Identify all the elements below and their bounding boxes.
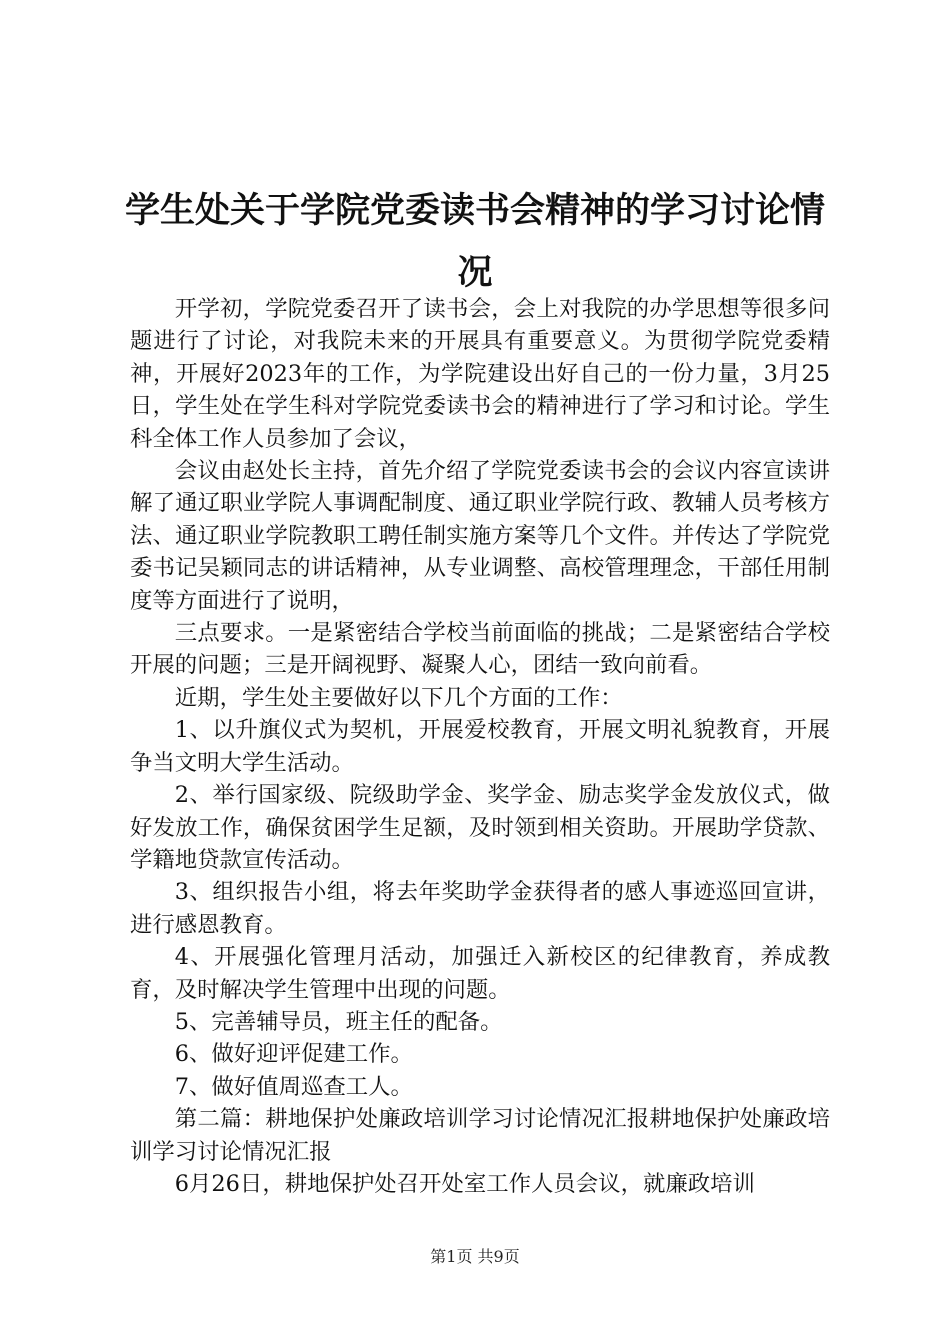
list-item: 4、开展强化管理月活动，加强迁入新校区的纪律教育，养成教育，及时解决学生管理中出现的问题。: [130, 944, 830, 1003]
list-item: 2、举行国家级、院级助学金、奖学金、励志奖学金发放仪式，做好发放工作，确保贫困学生足额，及时领到相关资助。开展助学贷款、学籍地贷款宣传活动。: [130, 782, 830, 873]
list-item: 3、组织报告小组，将去年奖助学金获得者的感人事迹巡回宣讲，进行感恩教育。: [130, 879, 830, 938]
paragraph: 6月26日，耕地保护处召开处室工作人员会议，就廉政培训: [174, 1170, 755, 1197]
paragraph: 会议由赵处长主持，首先介绍了学院党委读书会的会议内容宣读讲解了通辽职业学院人事调配制度、通辽职业学院行政、教辅人员考核方法、通辽职业学院教职工聘任制实施方案等几个文件。并传达了学院党委书记吴颖同志的讲话精神，从专业调整、高校管理理念，干部任用制度等方面进行了说明，: [130, 458, 830, 614]
section-heading: 第二篇：耕地保护处廉政培训学习讨论情况汇报耕地保护处廉政培训学习讨论情况汇报: [130, 1106, 830, 1165]
document-body: [130, 293, 830, 1200]
list-item: 6、做好迎评促建工作。: [174, 1041, 413, 1068]
list-item: 1、以升旗仪式为契机，开展爱校教育，开展文明礼貌教育，开展争当文明大学生活动。: [130, 717, 830, 776]
list-item: 7、做好值周巡查工人。: [174, 1073, 413, 1100]
paragraph: 近期，学生处主要做好以下几个方面的工作：: [174, 684, 623, 711]
list-item: 5、完善辅导员，班主任的配备。: [174, 1008, 503, 1035]
page-footer: 第1页 共9页: [430, 1247, 520, 1266]
paragraph: 开学初，学院党委召开了读书会，会上对我院的办学思想等很多问题进行了讨论，对我院未来的开展具有重要意义。为贯彻学院党委精神，开展好2023年的工作，为学院建设出好自己的一份力量，3月25日，学生处在学生科对学院党委读书会的精神进行了学习和讨论。学生科全体工作人员参加了会议，: [130, 296, 830, 452]
paragraph: 三点要求。一是紧密结合学校当前面临的挑战；二是紧密结合学校开展的问题；三是开阔视野、凝聚人心，团结一致向前看。: [130, 620, 830, 679]
document-title: 学生处关于学院党委读书会精神的学习讨论情况: [124, 191, 825, 293]
